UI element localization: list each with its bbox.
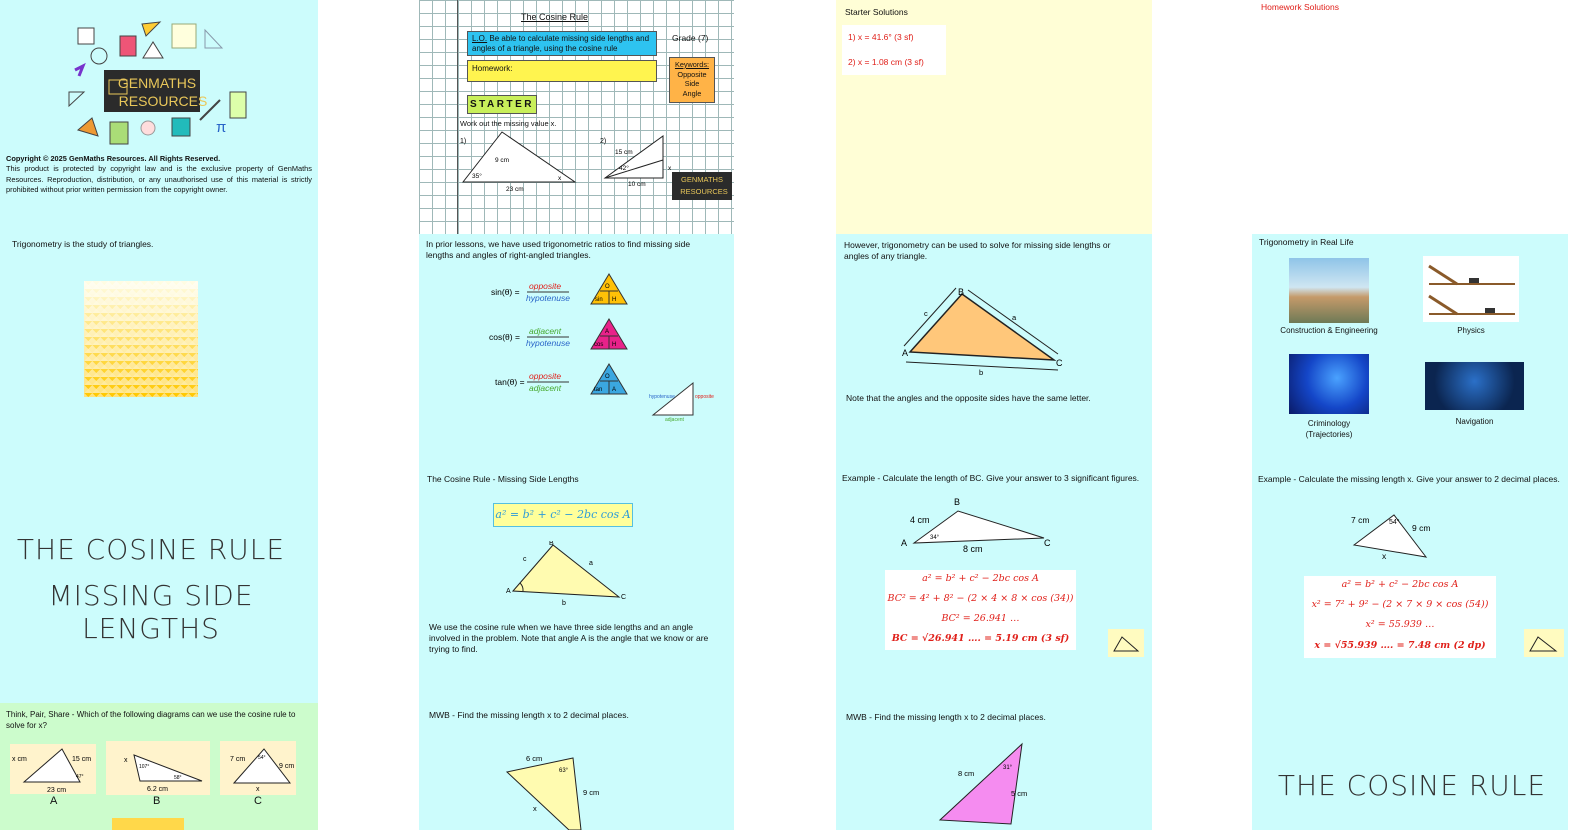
formula-box: a² = b² + c² − 2bc cos A xyxy=(493,503,633,527)
svg-text:B: B xyxy=(958,287,965,297)
svg-text:RESOURCES: RESOURCES xyxy=(118,93,208,109)
svg-text:GENMATHS: GENMATHS xyxy=(117,75,197,91)
svg-text:π: π xyxy=(216,119,227,136)
svg-text:1): 1) xyxy=(460,138,467,145)
svg-text:x: x xyxy=(668,165,672,172)
svg-text:c: c xyxy=(523,556,527,563)
svg-text:35°: 35° xyxy=(472,173,482,180)
svg-text:54°: 54° xyxy=(258,755,266,761)
closing-title: THE COSINE RULE xyxy=(1277,769,1547,802)
starter-triangles xyxy=(419,130,734,210)
svg-text:RESOURCES: RESOURCES xyxy=(680,187,728,196)
svg-text:C: C xyxy=(1044,538,1051,548)
working-line-3: x² = 55.939 … xyxy=(1365,619,1435,630)
example-triangle xyxy=(836,495,1152,555)
intro-text: In prior lessons, we have used trigonometric ratios to find missing side lengths and angles of right-angled triangles. xyxy=(426,239,691,260)
answer-tab[interactable] xyxy=(112,818,184,830)
working-line-1: a² = b² + c² − 2bc cos A xyxy=(1341,579,1459,590)
slide-real-life[interactable] xyxy=(1252,234,1568,469)
learning-objective: L.O. Be able to calculate missing side lengths and angles of a triangle, using the cosine rule xyxy=(467,31,657,56)
slide-any-triangle[interactable] xyxy=(836,234,1152,469)
svg-text:2): 2) xyxy=(600,138,607,145)
svg-text:B: B xyxy=(549,541,554,547)
diagram-b[interactable] xyxy=(106,741,210,795)
svg-text:4 cm: 4 cm xyxy=(910,515,930,525)
svg-text:tan(θ) =: tan(θ) = xyxy=(495,377,525,387)
slide-cosine-rule-intro[interactable] xyxy=(419,469,734,703)
diagram-a[interactable] xyxy=(10,744,96,794)
svg-text:opposite: opposite xyxy=(529,281,562,291)
svg-text:H: H xyxy=(612,342,617,348)
mwb-triangle xyxy=(836,740,1152,830)
solutions-title: Starter Solutions xyxy=(845,7,908,17)
svg-text:a: a xyxy=(589,560,593,567)
svg-text:107°: 107° xyxy=(139,764,150,770)
real-life-label-4: Navigation xyxy=(1455,417,1494,426)
svg-text:GENMATHS: GENMATHS xyxy=(681,175,723,184)
svg-text:15 cm: 15 cm xyxy=(615,149,633,156)
svg-text:8 cm: 8 cm xyxy=(958,769,975,778)
svg-text:sin: sin xyxy=(595,297,603,303)
slide-title: The Cosine Rule - Missing Side Lengths xyxy=(427,474,579,484)
svg-text:5 cm: 5 cm xyxy=(1011,789,1028,798)
svg-text:c: c xyxy=(924,309,928,318)
svg-text:15 cm: 15 cm xyxy=(72,756,92,763)
diagram-c-letter: C xyxy=(254,795,262,807)
svg-text:A: A xyxy=(612,387,617,393)
working-line-3: BC² = 26.941 … xyxy=(941,613,1020,624)
svg-text:9 cm: 9 cm xyxy=(1412,523,1431,533)
explanation-text: We use the cosine rule when we have three side lengths and an angle involved in the problem. Note that angle A is the angle that we know or are trying to find. xyxy=(429,622,709,654)
keywords-box: Keywords: Opposite Side Angle xyxy=(669,57,715,103)
copyright-body: This product is protected by copyright law and is the exclusive property of GenMaths Resources. Reproduction, distribution, or any unauthorised use of this material is strictly prohibited without prior written permission from the copyright owner. xyxy=(6,164,312,194)
svg-text:8 cm: 8 cm xyxy=(963,544,983,554)
svg-text:sin(θ) =: sin(θ) = xyxy=(491,287,520,297)
answer-1: 1) x = 41.6° (3 sf) xyxy=(848,32,914,42)
starter-badge: STARTER xyxy=(467,95,537,114)
svg-text:A: A xyxy=(506,588,511,595)
working-box xyxy=(1304,576,1496,658)
svg-text:C: C xyxy=(621,594,627,601)
svg-text:b: b xyxy=(979,368,984,377)
svg-text:x: x xyxy=(1382,551,1387,561)
triangle-icon xyxy=(1108,629,1144,657)
svg-text:A: A xyxy=(901,538,908,548)
grade-label: Grade (7) xyxy=(672,33,709,43)
svg-text:a: a xyxy=(1012,313,1017,322)
svg-text:9 cm: 9 cm xyxy=(495,157,510,164)
slide-title: MWB - Find the missing length x to 2 decimal places. xyxy=(429,710,629,720)
svg-text:x: x xyxy=(533,804,537,813)
svg-text:hypotenuse: hypotenuse xyxy=(526,293,570,303)
slide-mwb-2[interactable] xyxy=(836,703,1152,830)
example-triangle xyxy=(1252,511,1568,581)
diagram-a-letter: A xyxy=(50,795,58,807)
working-line-4: BC = √26.941 …. = 5.19 cm (3 sf) xyxy=(891,633,1070,644)
svg-text:H: H xyxy=(612,297,617,303)
triangle-nav-button[interactable] xyxy=(1524,629,1564,657)
svg-text:O: O xyxy=(605,374,610,380)
svg-text:6 cm: 6 cm xyxy=(526,754,543,763)
real-life-label-2: Physics xyxy=(1457,326,1485,335)
svg-text:x: x xyxy=(124,757,128,764)
solutions-box xyxy=(842,25,946,75)
svg-text:23 cm: 23 cm xyxy=(506,186,524,193)
slide-title: Trigonometry in Real Life xyxy=(1259,237,1354,247)
copyright-title: Copyright © 2025 GenMaths Resources. All Rights Reserved. xyxy=(6,154,221,163)
svg-text:7 cm: 7 cm xyxy=(230,756,246,763)
note-text: Note that the angles and the opposite sides have the same letter. xyxy=(846,393,1091,403)
intro-text: However, trigonometry can be used to solve for missing side lengths or angles of any triangle. xyxy=(844,240,1111,261)
svg-text:x cm: x cm xyxy=(12,756,27,763)
mwb-triangle xyxy=(419,750,734,830)
svg-text:7 cm: 7 cm xyxy=(1351,515,1370,525)
svg-text:O: O xyxy=(605,284,610,290)
answer-2: 2) x = 1.08 cm (3 sf) xyxy=(848,57,924,67)
navigation-photo xyxy=(1425,362,1524,410)
svg-text:adjacent: adjacent xyxy=(529,326,562,336)
svg-text:9 cm: 9 cm xyxy=(279,763,295,770)
svg-text:A: A xyxy=(902,348,909,358)
diagram-b-letter: B xyxy=(153,795,161,807)
svg-text:adjacent: adjacent xyxy=(529,383,562,393)
homework-box[interactable]: Homework: xyxy=(467,60,657,82)
maths-icons-cluster xyxy=(0,0,318,160)
section-title-line-2: MISSING SIDE LENGTHS xyxy=(48,579,254,645)
triangle-nav-button[interactable] xyxy=(1108,629,1144,657)
starter-instruction: Work out the missing value x. xyxy=(460,119,557,128)
svg-text:47°: 47° xyxy=(76,774,84,780)
slide-text: Trigonometry is the study of triangles. xyxy=(12,239,154,249)
svg-text:adjacent: adjacent xyxy=(665,417,684,423)
svg-text:x: x xyxy=(558,175,562,182)
triangle-icon xyxy=(1524,629,1564,657)
svg-text:hypotenuse: hypotenuse xyxy=(526,338,570,348)
svg-text:opposite: opposite xyxy=(529,371,562,381)
slide-title: Think, Pair, Share - Which of the following diagrams can we use the cosine rule to solve for x? xyxy=(6,710,296,730)
svg-text:opposite: opposite xyxy=(695,394,714,400)
svg-text:hypotenuse: hypotenuse xyxy=(649,394,675,400)
homework-solutions-title: Homework Solutions xyxy=(1261,2,1339,12)
page-title: The Cosine Rule xyxy=(521,12,589,22)
real-life-label-1: Construction & Engineering xyxy=(1280,326,1378,335)
working-box xyxy=(885,570,1076,650)
svg-text:34°: 34° xyxy=(930,535,940,541)
triangle-pattern-image xyxy=(84,281,198,397)
svg-text:23 cm: 23 cm xyxy=(47,787,67,794)
slide-starter-solutions[interactable] xyxy=(836,0,1152,234)
slide-title: Example - Calculate the missing length x. Give your answer to 2 decimal places. xyxy=(1258,474,1560,484)
criminology-photo xyxy=(1289,354,1369,414)
slide-title: Example - Calculate the length of BC. Give your answer to 3 significant figures. xyxy=(842,473,1140,483)
svg-text:58°: 58° xyxy=(174,775,182,781)
svg-text:cos(θ) =: cos(θ) = xyxy=(489,332,520,342)
slide-title: MWB - Find the missing length x to 2 decimal places. xyxy=(846,712,1046,722)
svg-text:C: C xyxy=(1056,358,1063,368)
svg-text:tan: tan xyxy=(594,387,603,393)
construction-photo xyxy=(1289,258,1369,323)
section-title-line-1: THE COSINE RULE xyxy=(16,533,286,566)
real-life-label-3: Criminology (Trajectories) xyxy=(1305,419,1353,439)
slide-example-bc[interactable] xyxy=(836,469,1152,703)
svg-text:B: B xyxy=(954,497,961,507)
svg-text:A: A xyxy=(605,329,610,335)
working-line-2: BC² = 4² + 8² − (2 × 4 × 8 × cos (34)) xyxy=(887,593,1074,604)
svg-text:63°: 63° xyxy=(559,768,569,774)
svg-text:cos: cos xyxy=(594,342,604,348)
svg-text:31°: 31° xyxy=(1003,765,1013,771)
slide-trig-ratios[interactable] xyxy=(419,234,734,469)
slide-trig-study[interactable] xyxy=(0,234,318,469)
slide-starter[interactable] xyxy=(419,0,734,234)
slide-closing-title[interactable] xyxy=(1252,703,1568,830)
slide-homework-solutions[interactable] xyxy=(1252,0,1568,234)
abc-triangle xyxy=(419,541,734,631)
svg-text:x: x xyxy=(256,786,260,793)
svg-text:54°: 54° xyxy=(1389,519,1400,526)
working-line-4: x = √55.939 …. = 7.48 cm (2 dp) xyxy=(1314,640,1486,651)
svg-text:6.2 cm: 6.2 cm xyxy=(147,786,169,793)
slide-example-x[interactable] xyxy=(1252,469,1568,703)
working-line-2: x² = 7² + 9² − (2 × 7 × 9 × cos (54)) xyxy=(1311,599,1489,610)
slide-mwb-1[interactable] xyxy=(419,703,734,830)
svg-text:b: b xyxy=(562,600,566,607)
slide-think-pair-share[interactable] xyxy=(0,703,318,830)
svg-text:42°: 42° xyxy=(619,165,629,172)
slide-section-title[interactable] xyxy=(0,469,318,703)
abc-triangle xyxy=(836,284,1152,394)
diagram-c[interactable] xyxy=(220,741,296,795)
svg-text:10 cm: 10 cm xyxy=(628,181,646,188)
slide-title-copyright[interactable] xyxy=(0,0,318,234)
working-line-1: a² = b² + c² − 2bc cos A xyxy=(922,573,1039,584)
physics-image xyxy=(1423,256,1519,322)
ratio-formulas xyxy=(419,269,734,469)
svg-text:9 cm: 9 cm xyxy=(583,788,600,797)
